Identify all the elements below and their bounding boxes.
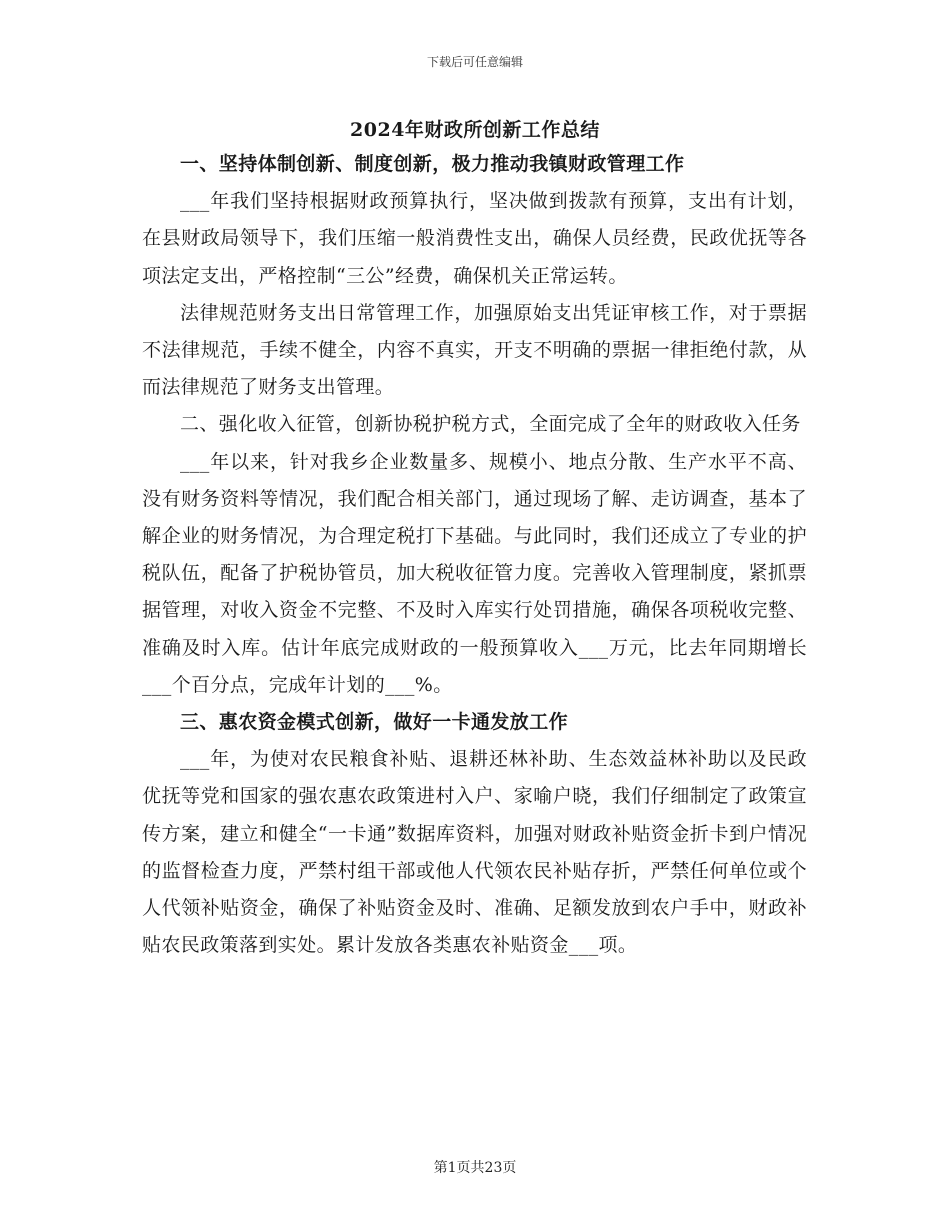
document-body: [142, 146, 807, 964]
section-heading-3: 三、惠农资金模式创新，做好一卡通发放工作: [180, 711, 569, 734]
paragraph: ___年，为使对农民粮食补贴、退耕还林补助、生态效益林补助以及民政优抚等党和国家的强农惠农政策进村入户、家喻户晓，我们仔细制定了政策宣传方案，建立和健全“一卡通”数据库资料，加强对财政补贴资金折卡到户情况的监督检查力度，严禁村组干部或他人代领农民补贴存折，严禁任何单位或个人代领补贴资金，确保了补贴资金及时、准确、足额发放到农户手中，财政补贴农民政策落到实处。累计发放各类惠农补贴资金___项。: [142, 748, 807, 957]
page-number: 第1页共23页: [433, 1160, 517, 1176]
paragraph: ___年以来，针对我乡企业数量多、规模小、地点分散、生产水平不高、没有财务资料等情况，我们配合相关部门，通过现场了解、走访调查，基本了解企业的财务情况，为合理定税打下基础。与此同时，我们还成立了专业的护税队伍，配备了护税协管员，加大税收征管力度。完善收入管理制度，紧抓票据管理，对收入资金不完整、不及时入库实行处罚措施，确保各项税收完整、准确及时入库。估计年底完成财政的一般预算收入___万元，比去年同期增长___个百分点，完成年计划的___%。: [142, 450, 807, 696]
section-heading-2: 二、强化收入征管，创新协税护税方式，全面完成了全年的财政收入任务: [180, 413, 801, 436]
section-heading-1: 一、坚持体制创新、制度创新，极力推动我镇财政管理工作: [180, 153, 685, 175]
header-note: 下载后可任意编辑: [426, 55, 523, 69]
page-title: 2024年财政所创新工作总结: [350, 119, 600, 141]
paragraph: ___年我们坚持根据财政预算执行，坚决做到拨款有预算，支出有计划，在县财政局领导下，我们压缩一般消费性支出，确保人员经费，民政优抚等各项法定支出，严格控制“三公”经费，确保机关正常运转。: [142, 190, 807, 287]
paragraph: 法律规范财务支出日常管理工作，加强原始支出凭证审核工作，对于票据不法律规范，手续不健全，内容不真实，开支不明确的票据一律拒绝付款，从而法律规范了财务支出管理。: [142, 301, 807, 399]
